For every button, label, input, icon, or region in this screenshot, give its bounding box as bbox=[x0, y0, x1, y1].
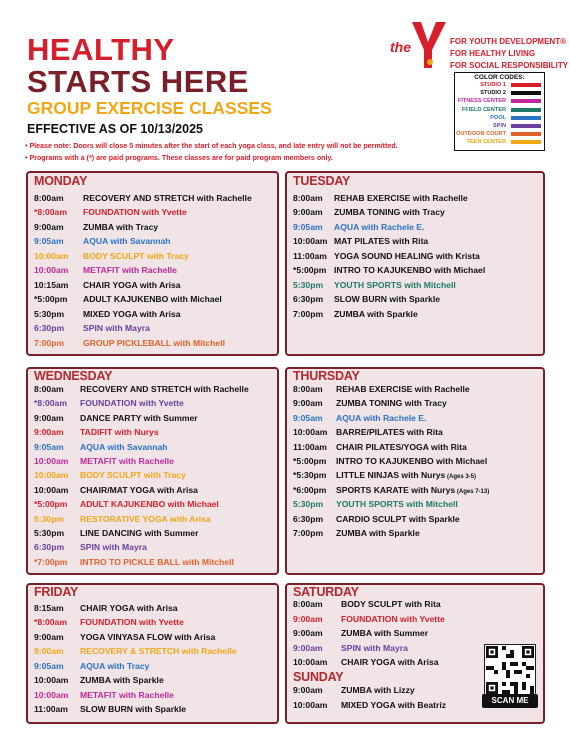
color-code-label: OUTDOOR COURT bbox=[455, 131, 506, 138]
page-subtitle: GROUP EXERCISE CLASSES bbox=[27, 98, 272, 118]
class-name bbox=[83, 264, 177, 277]
class-time: 7:00pm bbox=[34, 337, 65, 348]
ymca-logo bbox=[390, 20, 448, 72]
class-name bbox=[334, 264, 485, 277]
class-time: 10:00am bbox=[34, 689, 69, 700]
class-title: LITTLE NINJAS with Nurys bbox=[336, 470, 446, 481]
class-age-note: (Ages 3-5) bbox=[445, 474, 477, 481]
class-title: REHAB EXERCISE with Rachelle bbox=[336, 384, 470, 394]
class-title: MAT PILATES with Rita bbox=[334, 236, 429, 247]
class-name bbox=[336, 383, 470, 396]
class-title: MIXED YOGA with Arisa bbox=[83, 308, 181, 319]
class-time: 9:00am bbox=[34, 631, 64, 642]
class-title: TADIFIT with Nurys bbox=[80, 427, 159, 438]
color-code-label: FFIELD CENTER bbox=[461, 106, 506, 113]
class-title: ZUMBA with Sparkle bbox=[334, 308, 418, 319]
class-name bbox=[334, 279, 456, 292]
notes bbox=[25, 140, 398, 164]
class-name bbox=[80, 674, 164, 687]
color-code-row bbox=[455, 122, 544, 130]
class-title: BARRE/PILATES with Rita bbox=[336, 427, 443, 438]
class-title: FOUNDATION with Yvette bbox=[83, 207, 187, 218]
class-title: SPIN with Mayra bbox=[341, 642, 408, 653]
class-name bbox=[80, 527, 198, 540]
color-code-row bbox=[455, 97, 544, 105]
class-title: CHAIR/MAT YOGA with Arisa bbox=[80, 484, 198, 495]
class-time: 10:00am bbox=[293, 427, 328, 438]
class-title: YOUTH SPORTS with Mitchell bbox=[336, 499, 458, 510]
class-title: FOUNDATION with Yvette bbox=[80, 617, 184, 628]
color-code-row bbox=[455, 114, 544, 122]
class-title: BODY SCULPT with Tracy bbox=[83, 250, 189, 261]
color-code-label: STUDIO 1 bbox=[480, 82, 506, 88]
color-code-swatch bbox=[511, 83, 541, 87]
class-time: 5:30pm bbox=[34, 308, 65, 319]
class-name bbox=[341, 627, 428, 640]
day-heading-monday: MONDAY bbox=[34, 174, 88, 188]
color-code-row bbox=[455, 89, 544, 97]
class-title: SPORTS KARATE with Nurys bbox=[336, 484, 456, 495]
class-time: 10:00am bbox=[293, 699, 328, 710]
class-time: 9:00am bbox=[293, 628, 323, 638]
class-title: RECOVERY AND STRETCH with Rachelle bbox=[80, 384, 249, 394]
class-title: SLOW BURN with Sparkle bbox=[80, 704, 186, 715]
class-name bbox=[80, 631, 215, 644]
class-title: CHAIR YOGA with Arisa bbox=[341, 657, 439, 667]
class-time: *5:00pm bbox=[293, 456, 327, 466]
class-title: REHAB EXERCISE with Rachelle bbox=[334, 193, 468, 203]
class-name bbox=[80, 484, 198, 497]
class-title: MIXED YOGA with Beatriz bbox=[341, 699, 447, 710]
class-name bbox=[334, 206, 445, 219]
class-time: 9:05am bbox=[34, 441, 64, 452]
color-code-swatch bbox=[511, 108, 541, 112]
class-name bbox=[341, 613, 445, 626]
class-name bbox=[336, 441, 467, 454]
class-name bbox=[80, 602, 178, 615]
color-codes-title: COLOR CODES: bbox=[474, 74, 525, 81]
class-title: RECOVERY & STRETCH with Rachelle bbox=[80, 646, 237, 657]
class-title: BODY SCULPT with Tracy bbox=[80, 470, 186, 481]
class-title: INTRO TO KAJUKENBO with Michael bbox=[334, 265, 486, 276]
class-time: 11:00am bbox=[293, 441, 327, 452]
color-code-swatch bbox=[511, 116, 541, 120]
class-time: 10:00am bbox=[34, 470, 69, 481]
panel-friday bbox=[26, 583, 279, 724]
class-name bbox=[83, 308, 181, 321]
class-time: 9:05am bbox=[293, 221, 323, 232]
class-name bbox=[334, 308, 418, 321]
class-name bbox=[80, 498, 219, 511]
class-name bbox=[341, 684, 415, 697]
color-code-label: TEEN CENTER bbox=[466, 139, 506, 146]
class-time: 10:00am bbox=[293, 236, 328, 247]
class-name bbox=[80, 426, 159, 439]
class-time: 9:00am bbox=[34, 646, 64, 657]
class-title: CHAIR YOGA with Arisa bbox=[80, 603, 178, 613]
class-name bbox=[80, 469, 186, 482]
class-title: METAFIT with Rachelle bbox=[80, 456, 174, 466]
class-time: 9:00am bbox=[293, 613, 323, 624]
class-title: DANCE PARTY with Summer bbox=[80, 412, 198, 423]
class-time: 6:30pm bbox=[34, 323, 65, 334]
class-title: FOUNDATION with Yvette bbox=[341, 613, 445, 624]
class-name bbox=[341, 699, 446, 712]
class-name bbox=[80, 383, 249, 396]
class-title: ZUMBA TONING with Tracy bbox=[334, 207, 445, 218]
class-time: *7:00pm bbox=[34, 556, 68, 567]
class-time: 9:05am bbox=[293, 412, 323, 423]
class-title: RECOVERY AND STRETCH with Rachelle bbox=[83, 193, 252, 203]
class-title: BODY SCULPT with Rita bbox=[341, 599, 441, 609]
class-title: INTRO TO KAJUKENBO with Michael bbox=[336, 456, 488, 466]
class-name bbox=[83, 192, 252, 205]
class-time: 11:00am bbox=[34, 704, 68, 715]
class-time: 8:00am bbox=[34, 384, 64, 394]
class-title: ZUMBA with Summer bbox=[341, 628, 429, 638]
class-title: ADULT KAJUKENBO with Michael bbox=[83, 294, 222, 305]
class-name bbox=[334, 250, 480, 263]
class-time: *6:00pm bbox=[293, 484, 327, 495]
color-codes-legend bbox=[454, 72, 545, 151]
class-title: FOUNDATION with Yvette bbox=[80, 398, 184, 409]
class-age-note: (Ages 7-13) bbox=[455, 488, 490, 495]
color-code-swatch bbox=[511, 99, 541, 103]
class-name bbox=[80, 441, 168, 454]
class-time: 8:15am bbox=[34, 603, 64, 613]
color-code-row bbox=[455, 130, 544, 138]
class-title: INTRO TO PICKLE BALL with Mitchell bbox=[80, 556, 234, 567]
class-name bbox=[336, 513, 460, 526]
class-name bbox=[83, 250, 189, 263]
color-code-row bbox=[455, 138, 544, 146]
class-time: *5:30pm bbox=[293, 470, 327, 481]
day-heading-wednesday: WEDNESDAY bbox=[34, 369, 113, 383]
class-name bbox=[334, 192, 468, 205]
class-time: 9:00am bbox=[34, 412, 64, 423]
class-time: 9:05am bbox=[34, 236, 64, 247]
qr-code-icon bbox=[486, 646, 534, 694]
class-title: SPIN with Mayra bbox=[83, 323, 150, 334]
class-name bbox=[80, 660, 149, 673]
class-time: 11:00am bbox=[293, 250, 327, 261]
class-name bbox=[80, 513, 211, 526]
class-time: 8:00am bbox=[293, 384, 323, 394]
qr-code[interactable] bbox=[484, 644, 536, 696]
mission-statements bbox=[450, 36, 568, 72]
day-heading-tuesday: TUESDAY bbox=[293, 174, 351, 188]
color-code-label: SPIN bbox=[492, 122, 506, 129]
color-code-row bbox=[455, 81, 544, 89]
class-title: ZUMBA TONING with Tracy bbox=[336, 398, 447, 409]
class-title: YOGA SOUND HEALING with Krista bbox=[334, 250, 480, 261]
class-name bbox=[83, 235, 171, 248]
day-heading-saturday: SATURDAY bbox=[293, 585, 359, 599]
class-time: *5:00pm bbox=[34, 294, 68, 305]
color-code-row bbox=[455, 106, 544, 114]
class-name bbox=[80, 645, 237, 658]
class-title: YOUTH SPORTS with Mitchell bbox=[334, 279, 456, 290]
class-title: AQUA with Savannah bbox=[83, 236, 171, 247]
class-name bbox=[341, 598, 441, 611]
note-paid: • Programs with a (*) are paid programs. These classes are for paid program members only. bbox=[25, 154, 333, 162]
class-name bbox=[83, 293, 222, 306]
class-time: 9:00am bbox=[34, 427, 64, 438]
class-time: 10:00am bbox=[34, 484, 69, 495]
class-title: AQUA with Savannah bbox=[80, 441, 168, 452]
class-title: ZUMBA with Tracy bbox=[83, 221, 159, 232]
color-code-swatch bbox=[511, 124, 541, 128]
class-time: 9:00am bbox=[293, 685, 323, 695]
class-time: 8:00am bbox=[293, 193, 323, 203]
class-title: RESTORATIVE YOGA with Arisa bbox=[80, 513, 211, 524]
class-time: 5:30pm bbox=[293, 279, 324, 290]
class-name bbox=[80, 556, 234, 569]
class-name bbox=[83, 206, 187, 219]
class-time: 9:00am bbox=[34, 221, 64, 232]
class-name bbox=[336, 397, 447, 410]
class-name bbox=[341, 656, 439, 669]
class-time: 10:00am bbox=[34, 265, 69, 276]
day-heading-thursday: THURSDAY bbox=[293, 369, 360, 383]
class-name bbox=[83, 221, 158, 234]
class-name bbox=[80, 689, 174, 702]
class-name bbox=[336, 527, 420, 540]
class-time: 10:00am bbox=[34, 250, 69, 261]
class-name bbox=[80, 541, 147, 554]
class-time: 8:00am bbox=[293, 599, 323, 609]
class-time: 10:15am bbox=[34, 279, 69, 290]
panel-monday bbox=[26, 171, 279, 356]
class-title: AQUA with Rachele E. bbox=[334, 221, 425, 232]
class-name bbox=[83, 322, 150, 335]
class-title: SLOW BURN with Sparkle bbox=[334, 294, 440, 305]
class-name bbox=[334, 221, 424, 234]
class-time: 9:00am bbox=[293, 398, 323, 409]
class-time: 5:30pm bbox=[293, 499, 324, 510]
class-time: *8:00am bbox=[34, 617, 67, 628]
class-name bbox=[336, 498, 458, 511]
class-time: 5:30pm bbox=[34, 513, 65, 524]
class-title: METAFIT with Rachelle bbox=[80, 689, 174, 700]
color-code-label: STUDIO 2 bbox=[480, 90, 506, 97]
class-time: *5:00pm bbox=[34, 499, 68, 510]
class-title: YOGA VINYASA FLOW with Arisa bbox=[80, 631, 216, 642]
class-title: ZUMBA with Lizzy bbox=[341, 685, 415, 695]
class-time: *5:00pm bbox=[293, 265, 327, 276]
mission-healthy: FOR HEALTHY LIVING bbox=[450, 49, 536, 58]
class-name bbox=[80, 412, 198, 425]
page-title-line1: HEALTHY bbox=[27, 32, 175, 67]
class-time: 6:30pm bbox=[293, 513, 324, 524]
logo-the: the bbox=[390, 39, 411, 55]
color-code-label: FITNESS CENTER bbox=[457, 98, 506, 105]
class-time: 10:00am bbox=[34, 456, 69, 466]
class-title: ZUMBA with Sparkle bbox=[80, 675, 164, 686]
class-time: 5:30pm bbox=[34, 528, 65, 538]
class-name bbox=[341, 642, 408, 655]
class-title: AQUA with Tracy bbox=[80, 660, 150, 671]
note-doors: • Please note: Doors will close 5 minutes after the start of each yoga class, and late entry will not be permitted. bbox=[25, 142, 398, 150]
panel-tuesday bbox=[285, 171, 545, 356]
page-title-line2: STARTS HERE bbox=[27, 64, 249, 99]
class-time: 10:00am bbox=[34, 675, 69, 686]
mission-social: FOR SOCIAL RESPONSIBILITY bbox=[450, 61, 569, 70]
y-logo-icon bbox=[390, 20, 448, 72]
color-code-swatch bbox=[511, 91, 541, 95]
class-time: *8:00am bbox=[34, 207, 67, 218]
class-name bbox=[336, 426, 443, 439]
class-time: 9:00am bbox=[293, 642, 323, 653]
class-name bbox=[336, 469, 476, 484]
class-title: CARDIO SCULPT with Sparkle bbox=[336, 513, 460, 524]
class-title: CHAIR YOGA with Arisa bbox=[83, 279, 181, 290]
panel-thursday bbox=[285, 367, 545, 575]
class-title: LINE DANCING with Summer bbox=[80, 528, 199, 538]
class-time: 9:00am bbox=[293, 207, 323, 218]
mission-youth: FOR YOUTH DEVELOPMENT® bbox=[450, 37, 566, 46]
class-name bbox=[336, 484, 489, 499]
class-name bbox=[83, 279, 181, 292]
day-heading-friday: FRIDAY bbox=[34, 585, 79, 599]
class-name bbox=[336, 455, 487, 468]
class-time: 6:30pm bbox=[34, 542, 65, 553]
class-name bbox=[83, 337, 225, 350]
class-time: 7:00pm bbox=[293, 528, 324, 538]
color-code-label: POOL bbox=[490, 114, 506, 121]
class-name bbox=[80, 616, 184, 629]
color-code-swatch bbox=[511, 132, 541, 136]
class-name bbox=[80, 397, 184, 410]
class-name bbox=[80, 703, 186, 716]
effective-date: EFFECTIVE AS OF 10/13/2025 bbox=[27, 122, 203, 136]
class-title: AQUA with Rachele E. bbox=[336, 412, 427, 423]
class-name bbox=[336, 412, 426, 425]
class-title: ADULT KAJUKENBO with Michael bbox=[80, 499, 219, 510]
class-name bbox=[80, 455, 174, 468]
class-title: ZUMBA with Sparkle bbox=[336, 528, 420, 538]
class-name bbox=[334, 293, 440, 306]
scan-me-label: SCAN ME bbox=[482, 694, 538, 708]
class-time: *8:00am bbox=[34, 398, 67, 409]
color-code-swatch bbox=[511, 140, 541, 144]
class-time: 6:30pm bbox=[293, 294, 324, 305]
class-time: 8:00am bbox=[34, 193, 64, 203]
class-time: 9:05am bbox=[34, 660, 64, 671]
class-title: CHAIR PILATES/YOGA with Rita bbox=[336, 441, 467, 452]
class-title: GROUP PICKLEBALL with Mitchell bbox=[83, 337, 225, 348]
class-title: SPIN with Mayra bbox=[80, 542, 147, 553]
class-time: 10:00am bbox=[293, 657, 328, 667]
class-title: METAFIT with Rachelle bbox=[83, 265, 177, 276]
day-heading-sunday: SUNDAY bbox=[293, 670, 344, 684]
panel-wednesday bbox=[26, 367, 279, 575]
class-name bbox=[334, 235, 428, 248]
class-time: 7:00pm bbox=[293, 308, 324, 319]
